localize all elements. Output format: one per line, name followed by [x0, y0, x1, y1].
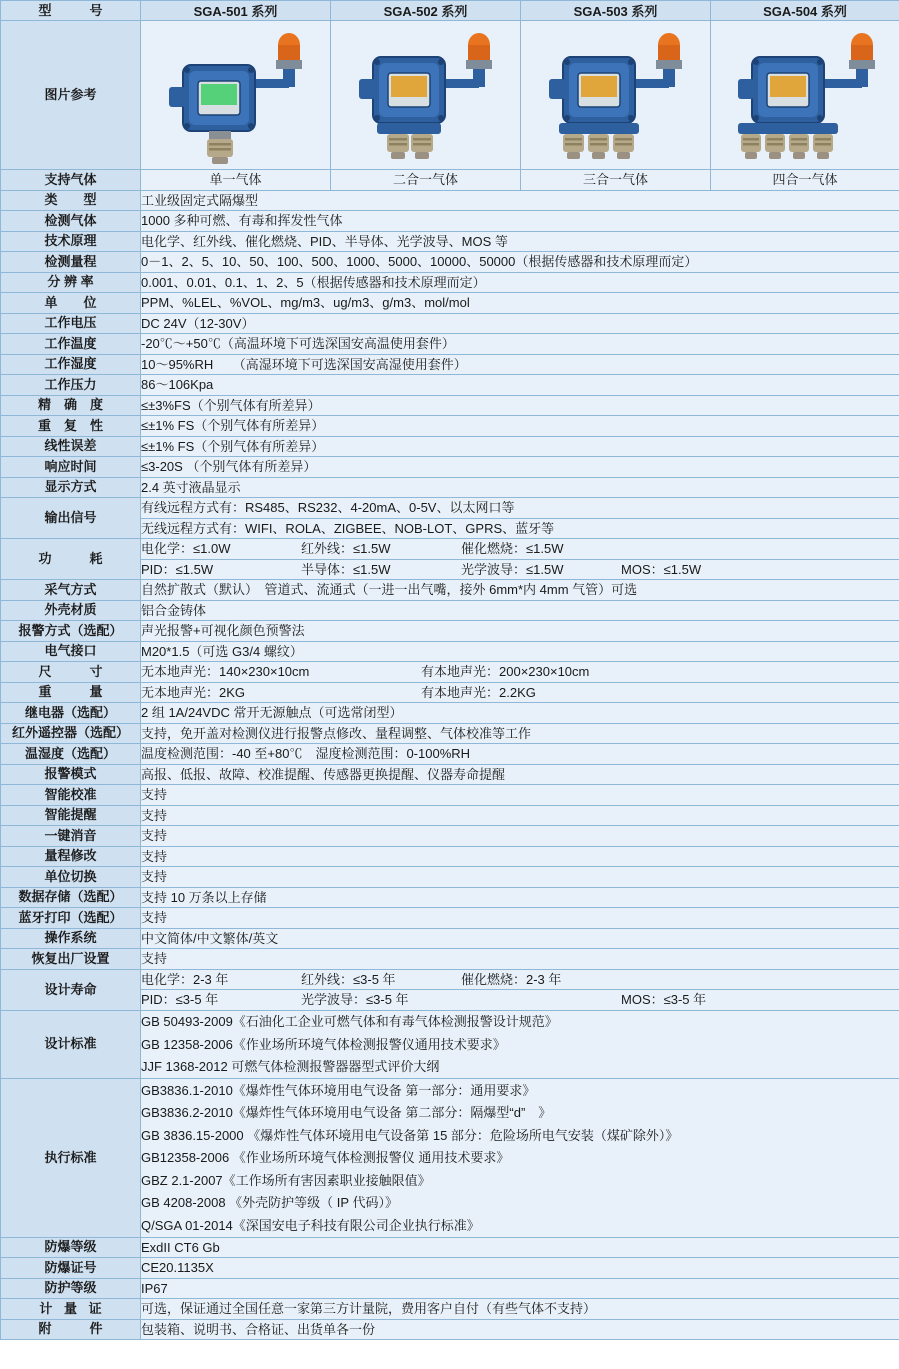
- life-echem: 电化学：2-3 年: [141, 971, 229, 987]
- row-label-power: 功 耗: [1, 539, 141, 580]
- row-label-ex-grade: 防爆等级: [1, 1237, 141, 1258]
- row-value-accessories: 包装箱、说明书、合格证、出货单各一份: [141, 1319, 899, 1340]
- table-row-unit: [1, 293, 899, 314]
- row-value-principle: 电化学、红外线、催化燃烧、PID、半导体、光学波导、MOS 等: [141, 231, 899, 252]
- device-illustration-502: [331, 23, 520, 167]
- table-row-resolution: [1, 272, 899, 293]
- table-row-power-line1: [1, 539, 899, 560]
- table-row-data-storage: [1, 887, 899, 908]
- row-label-voltage: 工作电压: [1, 313, 141, 334]
- table-row-images: [1, 21, 899, 170]
- row-value-ex-grade: ExdII CT6 Gb: [141, 1237, 899, 1258]
- row-value-life-line1: [141, 969, 899, 990]
- table-row-accessories: [1, 1319, 899, 1340]
- power-pid: PID：≤1.5W: [141, 561, 214, 577]
- table-row-design-standard: [1, 1010, 899, 1079]
- table-row-output-line1: [1, 498, 899, 519]
- detector-drawing-2-gas: [333, 27, 519, 167]
- row-label-exec-standard: 执行标准: [1, 1079, 141, 1238]
- row-label-design-life: 设计寿命: [1, 969, 141, 1010]
- table-row-ir-remote: [1, 723, 899, 744]
- row-label-range-modify: 量程修改: [1, 846, 141, 867]
- product-image-501: [141, 21, 331, 170]
- row-value-metrology-cert: 可选，保证通过全国任意一家第三方计量院，费用客户自付（有些气体不支持）: [141, 1299, 899, 1320]
- table-row-principle: [1, 231, 899, 252]
- table-row-response-time: [1, 457, 899, 478]
- life-catalytic: 催化燃烧：2-3 年: [461, 971, 562, 987]
- row-label-response-time: 响应时间: [1, 457, 141, 478]
- table-row-ex-grade: [1, 1237, 899, 1258]
- table-row-exec-standard: [1, 1079, 899, 1238]
- row-label-temp-humidity-option: 温湿度（选配）: [1, 744, 141, 765]
- table-row-life-line1: [1, 969, 899, 990]
- design-standard-line-3: JJF 1368-2012 可燃气体检测报警器器型式评价大纲: [141, 1059, 440, 1074]
- row-value-temp-humidity-option: 温度检测范围：-40 至+80℃ 湿度检测范围：0-100%RH: [141, 744, 899, 765]
- row-value-design-standard: [141, 1010, 899, 1079]
- table-row-detect-gas: [1, 211, 899, 232]
- row-label-resolution: 分 辨 率: [1, 272, 141, 293]
- model-header-504: SGA-504 系列: [711, 1, 899, 21]
- row-label-ir-remote: 红外遥控器（选配）: [1, 723, 141, 744]
- detector-drawing-4-gas: [712, 27, 898, 167]
- row-value-display: 2.4 英寸液晶显示: [141, 477, 899, 498]
- table-row-os: [1, 928, 899, 949]
- weight-with-alarm: 有本地声光：2.2KG: [421, 684, 536, 700]
- row-value-temperature: -20℃～+50℃（高温环境下可选深国安高温使用套件）: [141, 334, 899, 355]
- row-value-one-key-mute: 支持: [141, 826, 899, 847]
- row-label-sampling: 采气方式: [1, 580, 141, 601]
- table-row-humidity: [1, 354, 899, 375]
- row-value-alarm-type: 声光报警+可视化颜色预警法: [141, 621, 899, 642]
- row-value-shell-material: 铝合金铸体: [141, 600, 899, 621]
- table-row-pressure: [1, 375, 899, 396]
- life-pid: PID：≤3-5 年: [141, 992, 219, 1007]
- row-value-range: 0－1、2、5、10、50、100、500、1000、5000、10000、50000（根据传感器和技术原理而定）: [141, 252, 899, 273]
- row-value-bluetooth-print: 支持: [141, 908, 899, 929]
- table-row-metrology-cert: [1, 1299, 899, 1320]
- row-value-humidity: 10～95%RH （高湿环境下可选深国安高湿使用套件）: [141, 354, 899, 375]
- table-row-temp-humidity-option: [1, 744, 899, 765]
- row-value-factory-reset: 支持: [141, 949, 899, 970]
- power-catalytic: 催化燃烧：≤1.5W: [461, 541, 564, 556]
- product-image-504: [711, 21, 899, 170]
- design-standard-line-1: GB 50493-2009《石油化工企业可燃气体和有毒气体检测报警设计规范》: [141, 1014, 558, 1029]
- row-label-data-storage: 数据存储（选配）: [1, 887, 141, 908]
- row-value-os: 中文简体/中文繁体/英文: [141, 928, 899, 949]
- exec-standard-line-6: GB 4208-2008 《外壳防护等级（ IP 代码）》: [141, 1195, 398, 1210]
- table-row-model: [1, 1, 899, 21]
- row-value-sampling: 自然扩散式（默认） 管道式、流通式（一进一出气嘴，接外 6mm*内 4mm 气管）可选: [141, 580, 899, 601]
- row-label-unit-switch: 单位切换: [1, 867, 141, 888]
- row-label-accessories: 附 件: [1, 1319, 141, 1340]
- table-row-factory-reset: [1, 949, 899, 970]
- row-value-accuracy: ≤±3%FS（个别气体有所差异）: [141, 395, 899, 416]
- row-label-weight: 重 量: [1, 682, 141, 703]
- weight-without-alarm: 无本地声光：2KG: [141, 684, 246, 700]
- exec-standard-line-3: GB 3836.15-2000 《爆炸性气体环境用电气设备第 15 部分：危险场所电气安装（煤矿除外）》: [141, 1127, 679, 1143]
- row-value-weight: [141, 682, 899, 703]
- design-standard-line-2: GB 12358-2006《作业场所环境气体检测报警仪通用技术要求》: [141, 1036, 506, 1052]
- row-label-shell-material: 外壳材质: [1, 600, 141, 621]
- row-label-smart-reminder: 智能提醒: [1, 805, 141, 826]
- gas-support-504: 四合一气体: [711, 170, 899, 191]
- row-value-output-wired: 有线远程方式有：RS485、RS232、4-20mA、0-5V、以太网口等: [141, 498, 899, 519]
- table-row-sampling: [1, 580, 899, 601]
- row-value-ir-remote: 支持，免开盖对检测仪进行报警点修改、量程调整、气体校准等工作: [141, 723, 899, 744]
- row-value-unit-switch: 支持: [141, 867, 899, 888]
- row-label-factory-reset: 恢复出厂设置: [1, 949, 141, 970]
- table-row-linearity: [1, 436, 899, 457]
- row-value-unit: PPM、%LEL、%VOL、mg/m3、ug/m3、g/m3、mol/mol: [141, 293, 899, 314]
- row-value-relay: 2 组 1A/24VDC 常开无源触点（可选常闭型）: [141, 703, 899, 724]
- table-row-smart-reminder: [1, 805, 899, 826]
- table-row-unit-switch: [1, 867, 899, 888]
- device-illustration-503: [521, 23, 710, 167]
- row-label-temperature: 工作温度: [1, 334, 141, 355]
- row-value-smart-calibration: 支持: [141, 785, 899, 806]
- gas-support-501: 单一气体: [141, 170, 331, 191]
- power-echem: 电化学：≤1.0W: [141, 541, 231, 556]
- dimension-with-alarm: 有本地声光：200×230×10cm: [421, 664, 590, 679]
- row-label-pressure: 工作压力: [1, 375, 141, 396]
- table-row-weight: [1, 682, 899, 703]
- row-value-pressure: 86～106Kpa: [141, 375, 899, 396]
- table-row-relay: [1, 703, 899, 724]
- row-label-type: 类 型: [1, 190, 141, 211]
- row-value-power-line2: [141, 559, 899, 580]
- table-row-dimension: [1, 662, 899, 683]
- table-row-repeatability: [1, 416, 899, 437]
- row-value-electrical-interface: M20*1.5（可选 G3/4 螺纹）: [141, 641, 899, 662]
- table-row-alarm-mode: [1, 764, 899, 785]
- exec-standard-line-5: GBZ 2.1-2007《工作场所有害因素职业接触限值》: [141, 1172, 431, 1188]
- model-header-501: SGA-501 系列: [141, 1, 331, 21]
- table-row-alarm-type: [1, 621, 899, 642]
- row-label-ip-grade: 防护等级: [1, 1278, 141, 1299]
- life-ir: 红外线：≤3-5 年: [301, 971, 396, 987]
- power-mos: MOS：≤1.5W: [621, 561, 702, 577]
- row-label-model: 型 号: [1, 1, 141, 21]
- gas-support-503: 三合一气体: [521, 170, 711, 191]
- row-value-linearity: ≤±1% FS（个别气体有所差异）: [141, 436, 899, 457]
- row-value-dimension: [141, 662, 899, 683]
- row-value-smart-reminder: 支持: [141, 805, 899, 826]
- table-row-smart-calibration: [1, 785, 899, 806]
- row-label-gas-support: 支持气体: [1, 170, 141, 191]
- table-row-display: [1, 477, 899, 498]
- row-label-principle: 技术原理: [1, 231, 141, 252]
- table-row-electrical-interface: [1, 641, 899, 662]
- row-value-alarm-mode: 高报、低报、故障、校准提醒、传感器更换提醒、仪器寿命提醒: [141, 764, 899, 785]
- row-label-alarm-mode: 报警模式: [1, 764, 141, 785]
- row-value-resolution: 0.001、0.01、0.1、1、2、5（根据传感器和技术原理而定）: [141, 272, 899, 293]
- table-row-gas-support: [1, 170, 899, 191]
- row-label-alarm-type: 报警方式（选配）: [1, 621, 141, 642]
- row-value-ip-grade: IP67: [141, 1278, 899, 1299]
- table-row-range: [1, 252, 899, 273]
- row-value-exec-standard: [141, 1079, 899, 1238]
- dimension-without-alarm: 无本地声光：140×230×10cm: [141, 664, 310, 679]
- row-label-output: 输出信号: [1, 498, 141, 539]
- row-label-bluetooth-print: 蓝牙打印（选配）: [1, 908, 141, 929]
- exec-standard-line-4: GB12358-2006 《作业场所环境气体检测报警仪 通用技术要求》: [141, 1150, 510, 1165]
- device-illustration-504: [711, 23, 899, 167]
- row-label-range: 检测量程: [1, 252, 141, 273]
- row-label-relay: 继电器（选配）: [1, 703, 141, 724]
- power-semiconductor: 半导体：≤1.5W: [301, 561, 391, 577]
- row-label-unit: 单 位: [1, 293, 141, 314]
- row-label-humidity: 工作湿度: [1, 354, 141, 375]
- row-value-output-wireless: 无线远程方式有：WIFI、ROLA、ZIGBEE、NOB-LOT、GPRS、蓝牙等: [141, 518, 899, 539]
- table-row-ex-cert: [1, 1258, 899, 1279]
- exec-standard-line-2: GB3836.2-2010《爆炸性气体环境用电气设备 第二部分：隔爆型“d” 》: [141, 1105, 552, 1120]
- table-row-shell-material: [1, 600, 899, 621]
- table-row-ip-grade: [1, 1278, 899, 1299]
- row-label-display: 显示方式: [1, 477, 141, 498]
- device-illustration-501: [141, 23, 330, 167]
- power-optical: 光学波导：≤1.5W: [461, 561, 564, 577]
- row-value-voltage: DC 24V（12-30V）: [141, 313, 899, 334]
- gas-support-502: 二合一气体: [331, 170, 521, 191]
- row-value-detect-gas: 1000 多种可燃、有毒和挥发性气体: [141, 211, 899, 232]
- exec-standard-line-1: GB3836.1-2010《爆炸性气体环境用电气设备 第一部分：通用要求》: [141, 1082, 536, 1098]
- power-ir: 红外线：≤1.5W: [301, 541, 391, 556]
- table-row-type: [1, 190, 899, 211]
- exec-standard-line-7: Q/SGA 01-2014《深国安电子科技有限公司企业执行标准》: [141, 1217, 480, 1233]
- detector-drawing-3-gas: [523, 27, 709, 167]
- row-value-life-line2: [141, 990, 899, 1011]
- table-row-voltage: [1, 313, 899, 334]
- table-row-range-modify: [1, 846, 899, 867]
- row-label-ex-cert: 防爆证号: [1, 1258, 141, 1279]
- table-row-temperature: [1, 334, 899, 355]
- row-label-one-key-mute: 一键消音: [1, 826, 141, 847]
- model-header-503: SGA-503 系列: [521, 1, 711, 21]
- row-value-repeatability: ≤±1% FS（个别气体有所差异）: [141, 416, 899, 437]
- product-image-503: [521, 21, 711, 170]
- row-label-design-standard: 设计标准: [1, 1010, 141, 1079]
- row-label-detect-gas: 检测气体: [1, 211, 141, 232]
- model-header-502: SGA-502 系列: [331, 1, 521, 21]
- row-value-data-storage: 支持 10 万条以上存储: [141, 887, 899, 908]
- row-label-os: 操作系统: [1, 928, 141, 949]
- product-image-502: [331, 21, 521, 170]
- row-value-response-time: ≤3-20S （个别气体有所差异）: [141, 457, 899, 478]
- table-row-bluetooth-print: [1, 908, 899, 929]
- row-label-electrical-interface: 电气接口: [1, 641, 141, 662]
- row-label-image: 图片参考: [1, 21, 141, 170]
- table-row-one-key-mute: [1, 826, 899, 847]
- row-value-type: 工业级固定式隔爆型: [141, 190, 899, 211]
- life-optical: 光学波导：≤3-5 年: [301, 992, 409, 1007]
- row-label-smart-calibration: 智能校准: [1, 785, 141, 806]
- life-mos: MOS：≤3-5 年: [621, 992, 707, 1007]
- table-row-accuracy: [1, 395, 899, 416]
- row-label-repeatability: 重 复 性: [1, 416, 141, 437]
- row-label-linearity: 线性误差: [1, 436, 141, 457]
- row-value-power-line1: [141, 539, 899, 560]
- row-label-dimension: 尺 寸: [1, 662, 141, 683]
- detector-drawing-1-gas: [143, 27, 329, 167]
- row-value-ex-cert: CE20.1135X: [141, 1258, 899, 1279]
- row-label-metrology-cert: 计 量 证: [1, 1299, 141, 1320]
- row-value-range-modify: 支持: [141, 846, 899, 867]
- row-label-accuracy: 精 确 度: [1, 395, 141, 416]
